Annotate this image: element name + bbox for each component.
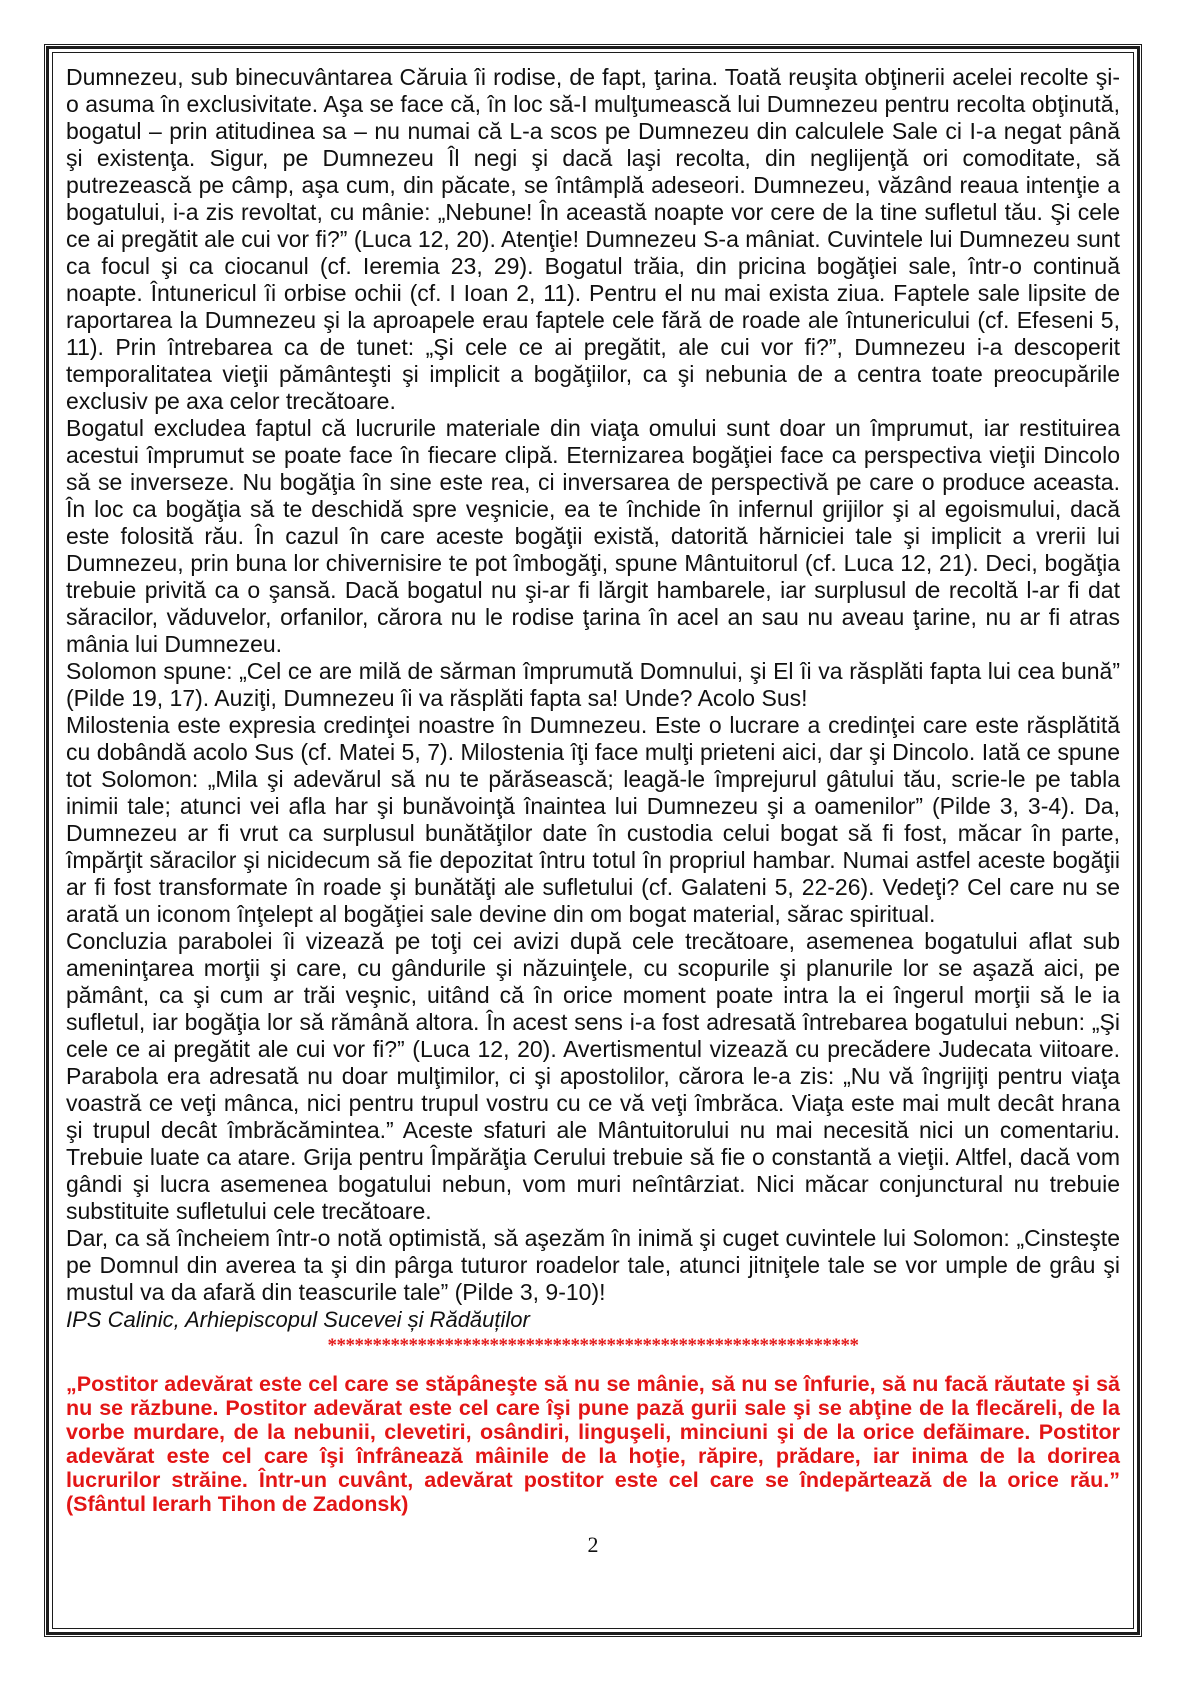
page-border-frame <box>44 44 1142 1637</box>
body-paragraph: Dar, ca să încheiem într-o notă optimistă, să aşezăm în inimă şi cuget cuvintele lui Solomon: „Cinsteşte pe Domnul din averea ta şi din pârga tuturor roadelor tale, atunci jitniţele tale se vor umple de grâu şi mustul va da afară din teascurile tale” (Pilde 3, 9-10)! <box>66 1225 1120 1305</box>
page-number: 2 <box>587 1532 599 1557</box>
body-paragraph: Concluzia parabolei îi vizează pe toţi cei avizi după cele trecătoare, asemenea bogatului aflat sub ameninţarea morţii şi care, cu gândurile şi năzuinţele, cu scopurile şi planurile lor se aşază aici, pe pământ, ca şi cum ar trăi veşnic, uitând că în orice moment poate intra la ei îngerul morţii să le ia sufletul, iar bogăţia lor să rămână altora. În acest sens i-a fost adresată întrebarea bogatului nebun: „Şi cele ce ai pregătit ale cui vor fi?” (Luca 12, 20). Avertismentul vizează cu precădere Judecata viitoare. Parabola era adresată nu doar mulţimilor, ci şi apostolilor, cărora le-a zis: „Nu vă îngrijiţi pentru viaţa voastră ce veţi mânca, nici pentru trupul vostru cu ce vă veţi îmbrăca. Viaţa este mai mult decât hrana şi trupul decât îmbrăcămintea.” Aceste sfaturi ale Mântuitorului nu mai necesită nici un comentariu. Trebuie luate ca atare. Grija pentru Împărăţia Cerului trebuie să fie o constantă a vieţii. Altfel, dacă vom gândi şi lucra asemenea bogatului nebun, vom muri neîntârziat. Nici măcar conjunctural nu trebuie substituite sufletului cele trecătoare. <box>66 928 1120 1224</box>
author-attribution: IPS Calinic, Arhiepiscopul Sucevei și Rădăuților <box>66 1307 530 1332</box>
body-paragraph: Milostenia este expresia credinţei noastre în Dumnezeu. Este o lucrare a credinţei care este răsplătită cu dobândă acolo Sus (cf. Matei 5, 7). Milostenia îţi face mulţi prieteni aici, dar şi Dincolo. Iată ce spune tot Solomon: „Mila şi adevărul să nu te părăsească; leagă-le împrejurul gâtului tău, scrie-le pe tabla inimii tale; atunci vei afla har şi bunăvoinţă înaintea lui Dumnezeu şi a oamenilor” (Pilde 3, 3-4). Da, Dumnezeu ar fi vrut ca surplusul bunătăţilor date în custodia celui bogat să fi fost, măcar în parte, împărţit săracilor şi nicidecum să fie depozitat întru totul în propriul hambar. Numai astfel aceste bogăţii ar fi fost transformate în roade şi bunătăţi ale sufletului (cf. Galateni 5, 22-26). Vedeţi? Cel care nu se arată un iconom înţelept al bogăţiei sale devine din om bogat material, sărac spiritual. <box>66 712 1120 927</box>
asterisk-separator: *********************************************************** <box>327 1335 859 1356</box>
red-quote-paragraph: „Postitor adevărat este cel care se stăpâneşte să nu se mânie, să nu se înfurie, să nu facă răutate şi să nu se răzbune. Postitor adevărat este cel care îşi pune pază gurii sale şi se abţine de la flecăreli, de la vorbe murdare, de la nebunii, clevetiri, osândiri, linguşeli, minciuni şi de la orice defăimare. Postitor adevărat este cel care îşi înfrânează mâinile de la hoţie, răpire, prădare, iar inima de la dorirea lucrurilor străine. Într-un cuvânt, adevărat postitor este cel care se îndepărtează de la orice rău.” (Sfântul Ierarh Tihon de Zadonsk) <box>66 1372 1120 1516</box>
body-paragraph: Dumnezeu, sub binecuvântarea Căruia îi rodise, de fapt, ţarina. Toată reuşita obţinerii acelei recolte şi-o asuma în exclusivitate. Aşa se face că, în loc să-I mulţumească lui Dumnezeu pentru recolta obţinută, bogatul – prin atitudinea sa – nu numai că L-a scos pe Dumnezeu din calculele Sale ci I-a negat până şi existenţa. Sigur, pe Dumnezeu Îl negi şi dacă laşi recolta, din neglijenţă ori comoditate, să putrezească pe câmp, aşa cum, din păcate, se întâmplă adeseori. Dumnezeu, văzând reaua intenţie a bogatului, i-a zis revoltat, cu mânie: „Nebune! În această noapte vor cere de la tine sufletul tău. Şi cele ce ai pregătit ale cui vor fi?” (Luca 12, 20). Atenţie! Dumnezeu S-a mâniat. Cuvintele lui Dumnezeu sunt ca focul şi ca ciocanul (cf. Ieremia 23, 29). Bogatul trăia, din pricina bogăţiei sale, într-o continuă noapte. Întunericul îi orbise ochii (cf. I Ioan 2, 11). Pentru el nu mai exista ziua. Faptele sale lipsite de raportarea la Dumnezeu şi la aproapele erau faptele cele fără de roade ale întunericului (cf. Efeseni 5, 11). Prin întrebarea ca de tunet: „Şi cele ce ai pregătit, ale cui vor fi?”, Dumnezeu i-a descoperit temporalitatea vieţii pământeşti şi implicit a bogăţiilor, ca şi nebunia de a centra toate preocupările exclusiv pe axa celor trecătoare. <box>66 64 1120 414</box>
article-body <box>66 64 1120 1306</box>
page-border-frame-inner <box>52 52 1134 1629</box>
body-paragraph: Solomon spune: „Cel ce are milă de sărman împrumută Domnului, şi El îi va răsplăti fapta lui cea bună” (Pilde 19, 17). Auziţi, Dumnezeu îi va răsplăti fapta sa! Unde? Acolo Sus! <box>66 658 1120 711</box>
page-border-frame-middle <box>46 46 1140 1635</box>
page-content <box>53 53 1133 1628</box>
body-paragraph: Bogatul excludea faptul că lucrurile materiale din viaţa omului sunt doar un împrumut, iar restituirea acestui împrumut se poate face în fiecare clipă. Eternizarea bogăţiei face ca perspectiva vieţii Dincolo să se inverseze. Nu bogăţia în sine este rea, ci inversarea de perspectivă pe care o produce aceasta. În loc ca bogăţia să te deschidă spre veşnicie, ea te închide în infernul grijilor şi al egoismului, dacă este folosită rău. În cazul în care aceste bogăţii există, datorită hărniciei tale şi implicit a vrerii lui Dumnezeu, prin buna lor chivernisire te pot îmbogăţi, spune Mântuitorul (cf. Luca 12, 21). Deci, bogăţia trebuie privită ca o şansă. Dacă bogatul nu şi-ar fi lărgit hambarele, iar surplusul de recoltă l-ar fi dat săracilor, văduvelor, orfanilor, cărora nu le rodise ţarina în acel an sau nu aveau ţarine, nu ar fi atras mânia lui Dumnezeu. <box>66 415 1120 657</box>
